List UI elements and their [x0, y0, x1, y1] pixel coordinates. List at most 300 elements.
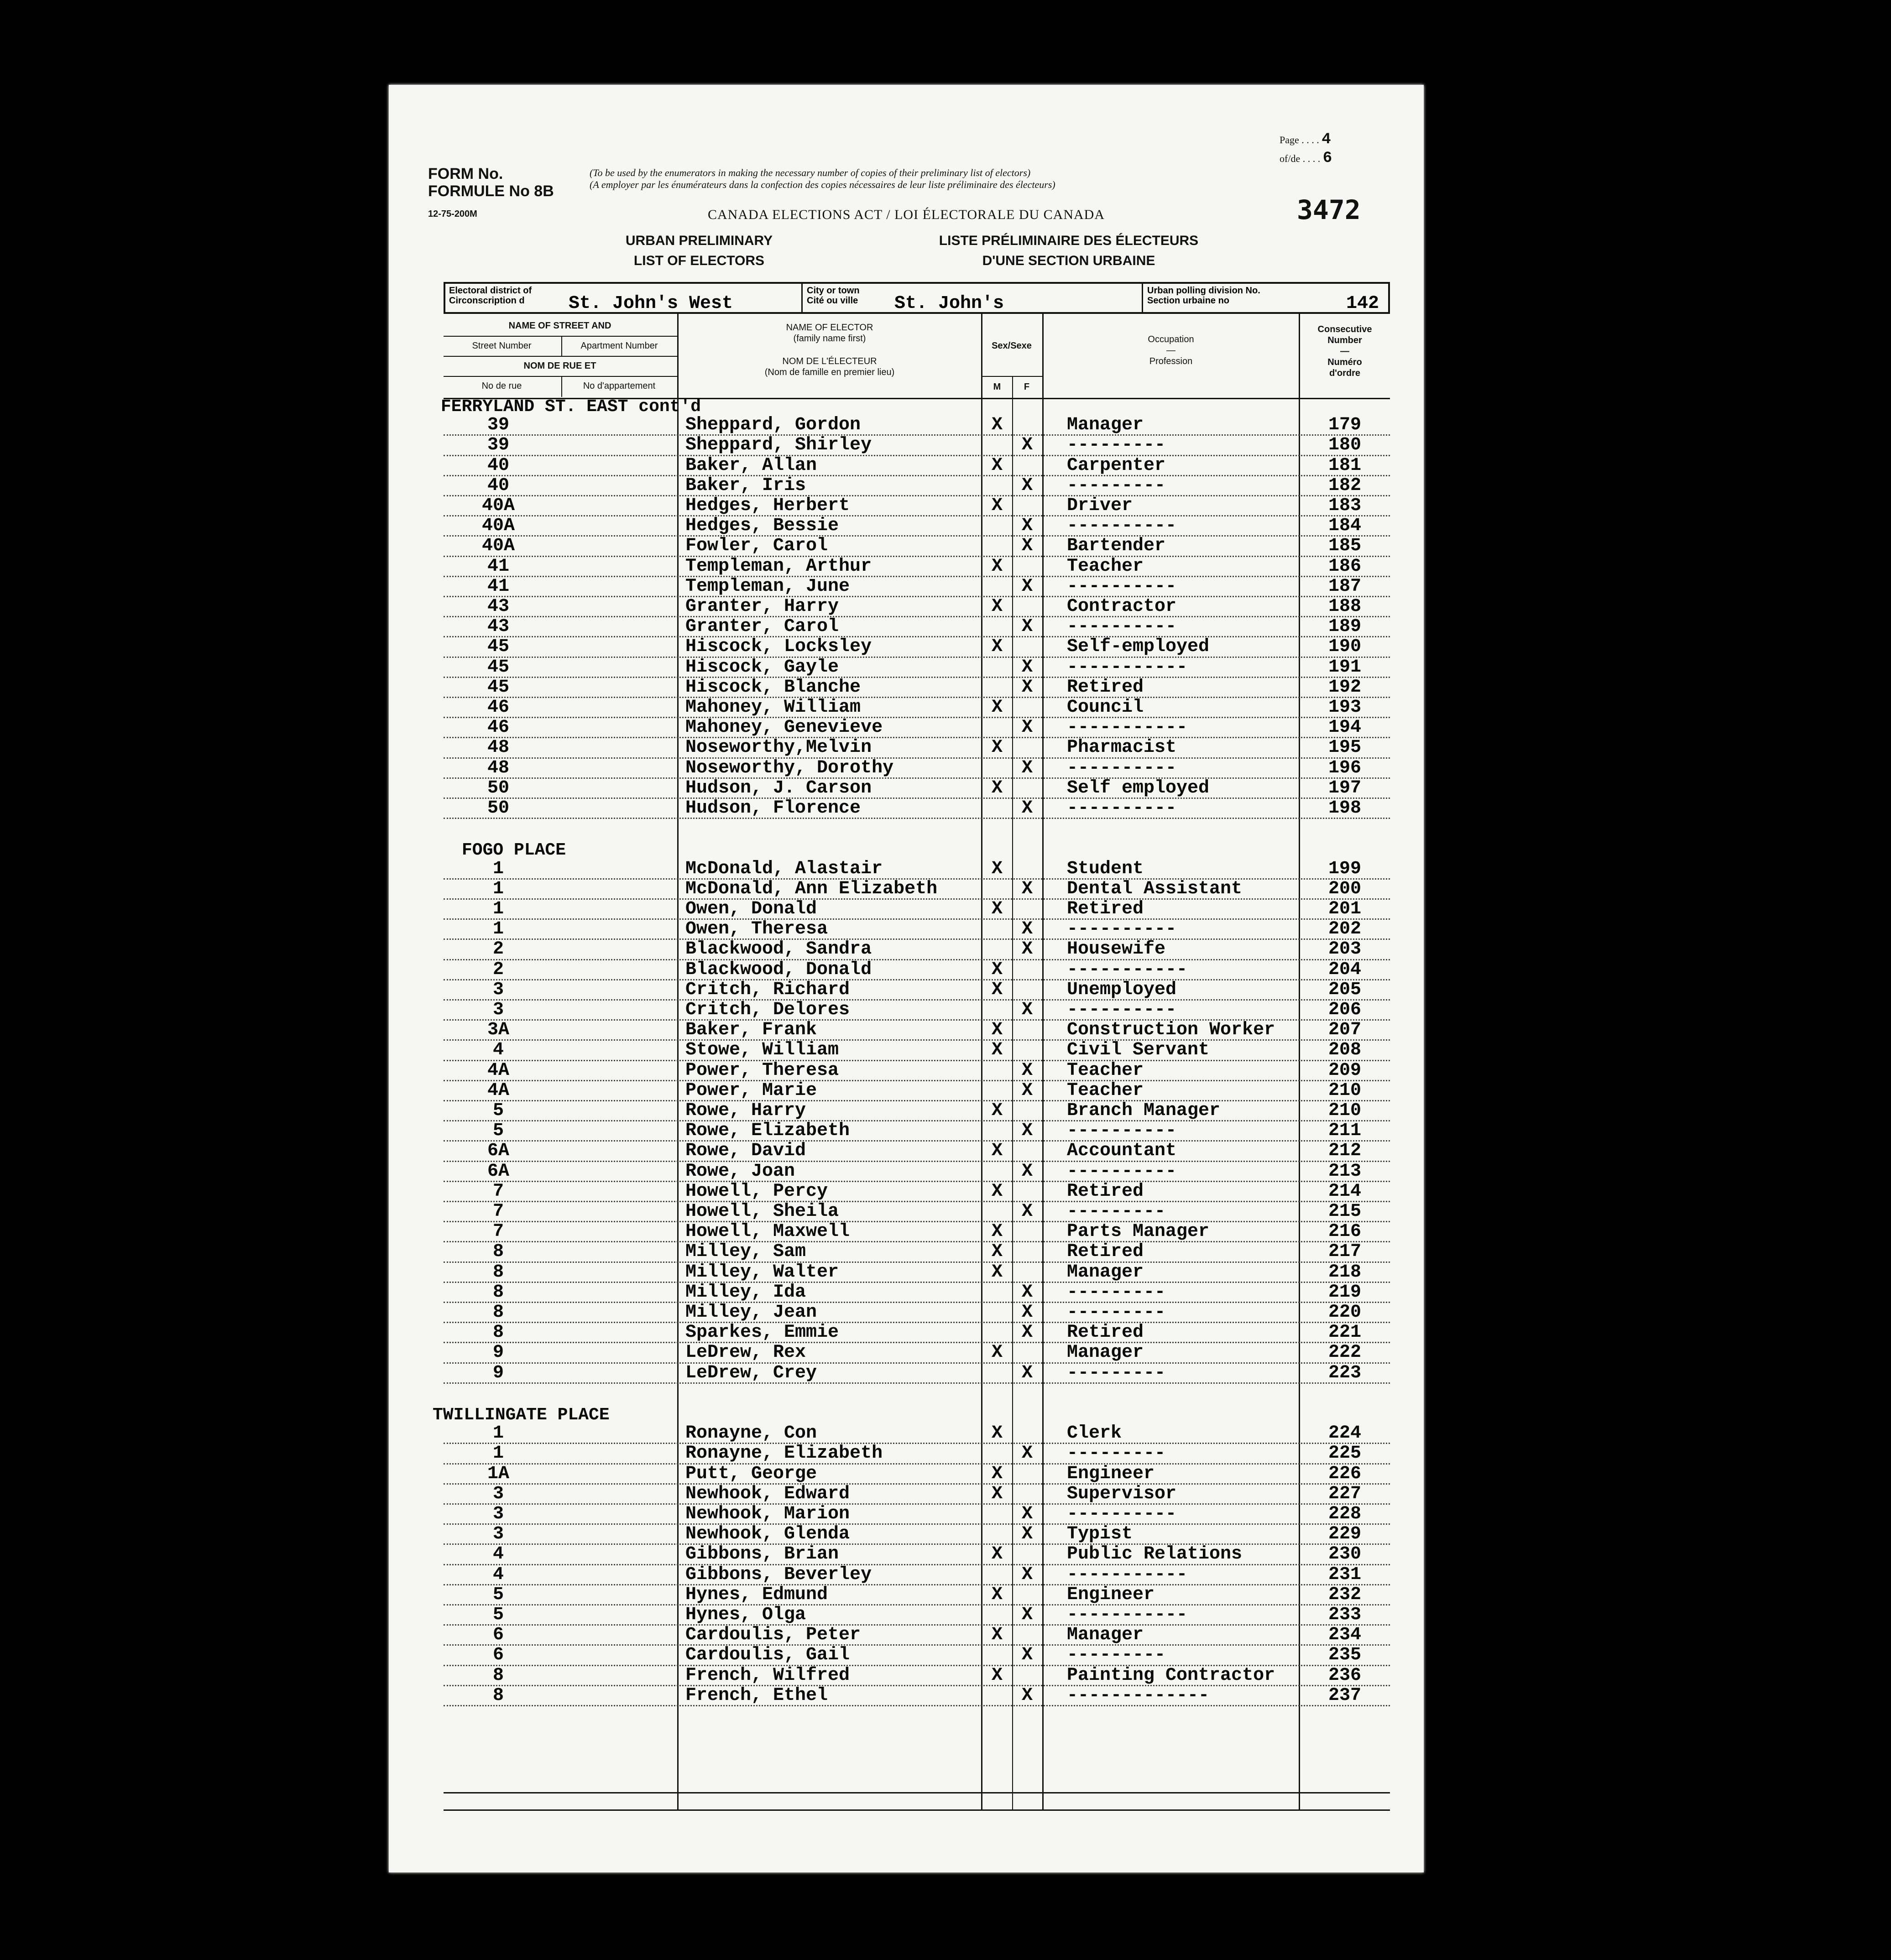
street-number-cell: 4 [492, 1564, 504, 1585]
sex-male-cell: X [991, 415, 1003, 436]
occupation-cell: Typist [1067, 1524, 1133, 1545]
street-number-cell: 7 [492, 1221, 504, 1242]
elector-name-cell: Critch, Richard [685, 979, 850, 1000]
row-divider [444, 818, 1390, 819]
elector-name-cell: Gibbons, Beverley [685, 1564, 872, 1585]
sex-female-cell: X [1021, 516, 1033, 537]
serial-number: 3472 [1297, 194, 1361, 225]
sex-male-cell: X [991, 959, 1003, 980]
street-number-cell: 1 [492, 899, 504, 919]
col-no-appartement: No d'appartement [583, 381, 656, 391]
title-fr-line2: D'UNE SECTION URBAINE [982, 253, 1155, 268]
occupation-cell: Parts Manager [1067, 1221, 1210, 1242]
col-elector [679, 322, 980, 378]
elector-name-cell: McDonald, Alastair [685, 858, 883, 879]
street-number-cell: 3A [487, 1020, 509, 1041]
elector-name-cell: Templeman, Arthur [685, 556, 872, 577]
elector-name-cell: Howell, Maxwell [685, 1221, 850, 1242]
consecutive-number-cell: 236 [1328, 1665, 1361, 1686]
sex-female-cell: X [1021, 1685, 1033, 1706]
column-divider [1299, 314, 1300, 1810]
footer-rule [444, 1792, 1390, 1793]
occupation-cell: --------- [1067, 1645, 1166, 1666]
consecutive-number-cell: 220 [1328, 1302, 1361, 1323]
col-no-de-rue: No de rue [481, 381, 522, 391]
district-label-2: Circonscription d [449, 296, 525, 306]
elector-name-cell: Newhook, Edward [685, 1483, 850, 1504]
occupation-cell: Teacher [1067, 556, 1144, 577]
title-french [914, 231, 1224, 271]
street-number-cell: 8 [492, 1685, 504, 1706]
division-cell [1144, 284, 1388, 312]
street-number-cell: 3 [492, 1483, 504, 1504]
form-number [428, 165, 554, 200]
rule [444, 336, 677, 337]
consecutive-number-cell: 193 [1328, 697, 1361, 718]
elector-name-cell: Power, Marie [685, 1080, 817, 1101]
consecutive-number-cell: 186 [1328, 556, 1361, 577]
occupation-cell: Self-employed [1067, 636, 1210, 657]
consecutive-number-cell: 187 [1328, 576, 1361, 597]
elector-name-cell: Rowe, Harry [685, 1100, 806, 1121]
consecutive-number-cell: 182 [1328, 475, 1361, 496]
street-number-cell: 8 [492, 1665, 504, 1686]
sex-male-cell: X [991, 899, 1003, 919]
street-number-cell: 50 [487, 798, 509, 818]
col-numero-2: d'ordre [1329, 368, 1361, 378]
consecutive-number-cell: 204 [1328, 959, 1361, 980]
elector-name-cell: Gibbons, Brian [685, 1544, 839, 1565]
occupation-cell: ---------- [1067, 1000, 1177, 1020]
col-elector-fr-2: (Nom de famille en premier lieu) [764, 367, 895, 377]
street-number-cell: 9 [492, 1342, 504, 1363]
elector-name-cell: Milley, Walter [685, 1261, 839, 1282]
form-sheet [389, 85, 1424, 1872]
sex-male-cell: X [991, 1241, 1003, 1262]
sex-female-cell: X [1021, 1060, 1033, 1081]
street-number-cell: 1 [492, 919, 504, 940]
street-number-cell: 8 [492, 1302, 504, 1323]
street-number-cell: 46 [487, 697, 509, 718]
sex-male-cell: X [991, 1625, 1003, 1646]
district-cell [445, 284, 801, 312]
street-number-cell: 8 [492, 1241, 504, 1262]
elector-name-cell: Stowe, William [685, 1040, 839, 1061]
occupation-cell: Retired [1067, 1322, 1144, 1343]
sex-female-cell: X [1021, 657, 1033, 678]
street-number-cell: 8 [492, 1322, 504, 1343]
consecutive-number-cell: 230 [1328, 1544, 1361, 1565]
sex-female-cell: X [1021, 1302, 1033, 1323]
occupation-cell: Engineer [1067, 1463, 1155, 1484]
street-number-cell: 7 [492, 1201, 504, 1222]
sex-male-cell: X [991, 1463, 1003, 1484]
sex-male-cell: X [991, 1040, 1003, 1061]
city-label-1: City or town [807, 286, 860, 296]
occupation-cell: Branch Manager [1067, 1100, 1221, 1121]
consecutive-number-cell: 232 [1328, 1584, 1361, 1605]
col-elector-en-2: (family name first) [793, 334, 866, 344]
street-number-cell: 5 [492, 1605, 504, 1625]
street-number-cell: 39 [487, 415, 509, 436]
sex-female-cell: X [1021, 536, 1033, 557]
sex-female-cell: X [1021, 1282, 1033, 1303]
sex-male-cell: X [991, 495, 1003, 516]
elector-name-cell: Sheppard, Gordon [685, 415, 861, 436]
sex-female-cell: X [1021, 677, 1033, 698]
occupation-cell: Retired [1067, 677, 1144, 698]
street-number-cell: 41 [487, 576, 509, 597]
occupation-cell: Manager [1067, 415, 1144, 436]
rule [561, 377, 562, 397]
sex-female-cell: X [1021, 1201, 1033, 1222]
elector-name-cell: Noseworthy,Melvin [685, 737, 872, 758]
district-label-1: Electoral district of [449, 286, 532, 296]
occupation-cell: ---------- [1067, 1504, 1177, 1524]
street-number-cell: 48 [487, 757, 509, 778]
title-en-line1: URBAN PRELIMINARY [625, 233, 773, 248]
street-number-cell: 1A [487, 1463, 509, 1484]
occupation-cell: Pharmacist [1067, 737, 1177, 758]
elector-name-cell: Noseworthy, Dorothy [685, 757, 894, 778]
sex-male-cell: X [991, 1181, 1003, 1202]
occupation-cell: Bartender [1067, 536, 1166, 557]
col-apartment-number: Apartment Number [580, 341, 658, 351]
consecutive-number-cell: 202 [1328, 919, 1361, 940]
street-number-cell: 45 [487, 657, 509, 678]
elector-name-cell: Baker, Frank [685, 1020, 817, 1041]
occupation-cell: --------- [1067, 1362, 1166, 1383]
elector-name-cell: Templeman, June [685, 576, 850, 597]
street-number-cell: 45 [487, 636, 509, 657]
occupation-cell: --------- [1067, 1201, 1166, 1222]
street-number-cell: 40 [487, 475, 509, 496]
consecutive-number-cell: 206 [1328, 1000, 1361, 1020]
consecutive-number-cell: 181 [1328, 455, 1361, 476]
instruction-en: (To be used by the enumerators in making the necessary number of copies of their preliminary list of electors) [590, 167, 1031, 178]
col-street-number: Street Number [472, 341, 532, 351]
elector-name-cell: Fowler, Carol [685, 536, 828, 557]
consecutive-number-cell: 190 [1328, 636, 1361, 657]
rule [561, 337, 562, 356]
sex-male-cell: X [991, 636, 1003, 657]
sex-female-cell: X [1021, 475, 1033, 496]
occupation-cell: --------- [1067, 1282, 1166, 1303]
occupation-cell: Carpenter [1067, 455, 1166, 476]
page-counter: Page . . . . 4 of/de . . . . 6 [1280, 131, 1332, 167]
consecutive-number-cell: 229 [1328, 1524, 1361, 1545]
consecutive-number-cell: 215 [1328, 1201, 1361, 1222]
street-number-cell: 4A [487, 1080, 509, 1101]
street-number-cell: 2 [492, 939, 504, 960]
elector-name-cell: Hedges, Herbert [685, 495, 850, 516]
act-title: CANADA ELECTIONS ACT / LOI ÉLECTORALE DU CANADA [707, 207, 1105, 222]
consecutive-number-cell: 189 [1328, 616, 1361, 637]
occupation-cell: Retired [1067, 899, 1144, 919]
instruction-fr: (A employer par les énumérateurs dans la confection des copies nécessaires de leur liste préliminaire des électeurs) [590, 179, 1055, 190]
occupation-cell: Council [1067, 697, 1144, 718]
consecutive-number-cell: 234 [1328, 1625, 1361, 1646]
col-elector-en-1: NAME OF ELECTOR [786, 323, 873, 333]
occupation-cell: Housewife [1067, 939, 1166, 960]
consecutive-number-cell: 216 [1328, 1221, 1361, 1242]
street-number-cell: 2 [492, 959, 504, 980]
sex-female-cell: X [1021, 1121, 1033, 1142]
street-number-cell: 5 [492, 1100, 504, 1121]
consecutive-number-cell: 191 [1328, 657, 1361, 678]
elector-name-cell: Granter, Harry [685, 596, 839, 617]
col-female: F [1024, 382, 1030, 392]
street-number-cell: 6A [487, 1141, 509, 1162]
occupation-cell: Construction Worker [1067, 1020, 1275, 1041]
occupation-cell: ----------- [1067, 1564, 1188, 1585]
occupation-cell: ----------- [1067, 959, 1188, 980]
occupation-cell: ---------- [1067, 516, 1177, 537]
elector-name-cell: Hudson, Florence [685, 798, 861, 818]
occupation-cell: Student [1067, 858, 1144, 879]
street-number-cell: 9 [492, 1362, 504, 1383]
col-sex: Sex/Sexe [992, 341, 1032, 351]
elector-name-cell: Howell, Sheila [685, 1201, 839, 1222]
street-number-cell: 45 [487, 677, 509, 698]
sex-female-cell: X [1021, 1504, 1033, 1524]
street-number-cell: 3 [492, 1504, 504, 1524]
elector-name-cell: Milley, Sam [685, 1241, 806, 1262]
occupation-cell: Painting Contractor [1067, 1665, 1275, 1686]
consecutive-number-cell: 212 [1328, 1141, 1361, 1162]
form-code: 12-75-200M [428, 209, 477, 219]
elector-name-cell: Baker, Allan [685, 455, 817, 476]
occupation-cell: --------- [1067, 1443, 1166, 1464]
elector-name-cell: Hynes, Olga [685, 1605, 806, 1625]
consecutive-number-cell: 199 [1328, 858, 1361, 879]
sex-female-cell: X [1021, 919, 1033, 940]
street-number-cell: 4 [492, 1544, 504, 1565]
consecutive-number-cell: 228 [1328, 1504, 1361, 1524]
col-street-en: NAME OF STREET AND [508, 321, 611, 331]
street-number-cell: 3 [492, 1000, 504, 1020]
consecutive-number-cell: 223 [1328, 1362, 1361, 1383]
occupation-cell: ----------- [1067, 1605, 1188, 1625]
col-elector-fr-1: NOM DE L'ÉLECTEUR [782, 356, 877, 366]
page-label: Page [1280, 134, 1299, 146]
street-number-cell: 6 [492, 1625, 504, 1646]
elector-name-cell: Cardoulis, Peter [685, 1625, 861, 1646]
sex-male-cell: X [991, 1261, 1003, 1282]
consecutive-number-cell: 196 [1328, 757, 1361, 778]
sex-female-cell: X [1021, 939, 1033, 960]
occupation-cell: Retired [1067, 1241, 1144, 1262]
consecutive-number-cell: 198 [1328, 798, 1361, 818]
occupation-cell: Supervisor [1067, 1483, 1177, 1504]
consecutive-number-cell: 183 [1328, 495, 1361, 516]
sex-female-cell: X [1021, 1322, 1033, 1343]
street-number-cell: 43 [487, 596, 509, 617]
elector-name-cell: French, Wilfred [685, 1665, 850, 1686]
consecutive-number-cell: 235 [1328, 1645, 1361, 1666]
elector-name-cell: Cardoulis, Gail [685, 1645, 850, 1666]
consecutive-number-cell: 213 [1328, 1161, 1361, 1182]
elector-name-cell: LeDrew, Rex [685, 1342, 806, 1363]
sex-female-cell: X [1021, 435, 1033, 456]
elector-name-cell: McDonald, Ann Elizabeth [685, 878, 938, 899]
street-number-cell: 50 [487, 777, 509, 798]
street-number-cell: 3 [492, 979, 504, 1000]
street-number-cell: 48 [487, 737, 509, 758]
consecutive-number-cell: 233 [1328, 1605, 1361, 1625]
consecutive-number-cell: 192 [1328, 677, 1361, 698]
elector-name-cell: Hedges, Bessie [685, 516, 839, 537]
elector-name-cell: Rowe, Elizabeth [685, 1121, 850, 1142]
sex-male-cell: X [991, 1423, 1003, 1444]
sex-female-cell: X [1021, 1564, 1033, 1585]
sex-male-cell: X [991, 979, 1003, 1000]
street-number-cell: 43 [487, 616, 509, 637]
street-number-cell: 7 [492, 1181, 504, 1202]
title-english [585, 231, 813, 271]
sex-male-cell: X [991, 1483, 1003, 1504]
consecutive-number-cell: 237 [1328, 1685, 1361, 1706]
sex-female-cell: X [1021, 1524, 1033, 1545]
elector-name-cell: Baker, Iris [685, 475, 806, 496]
consecutive-number-cell: 217 [1328, 1241, 1361, 1262]
street-section-title: FERRYLAND ST. EAST cont'd [441, 397, 701, 417]
occupation-cell: Driver [1067, 495, 1133, 516]
street-section-title: FOGO PLACE [462, 840, 566, 860]
consecutive-number-cell: 221 [1328, 1322, 1361, 1343]
consecutive-number-cell: 200 [1328, 878, 1361, 899]
elector-name-cell: Ronayne, Con [685, 1423, 817, 1444]
elector-name-cell: Hynes, Edmund [685, 1584, 828, 1605]
elector-name-cell: Milley, Jean [685, 1302, 817, 1323]
street-number-cell: 4 [492, 1040, 504, 1061]
occupation-cell: ---------- [1067, 1121, 1177, 1142]
occupation-cell: ----------- [1067, 657, 1188, 678]
sex-male-cell: X [991, 1544, 1003, 1565]
col-profession-fr: Profession [1149, 356, 1193, 366]
col-consec-1: Consecutive [1317, 324, 1372, 334]
district-info-box [444, 282, 1390, 314]
street-number-cell: 41 [487, 556, 509, 577]
column-divider [1042, 314, 1044, 1810]
consecutive-number-cell: 184 [1328, 516, 1361, 537]
consecutive-number-cell: 226 [1328, 1463, 1361, 1484]
sex-female-cell: X [1021, 616, 1033, 637]
street-number-cell: 3 [492, 1524, 504, 1545]
elector-name-cell: French, Ethel [685, 1685, 828, 1706]
elector-name-cell: Granter, Carol [685, 616, 839, 637]
occupation-cell: Manager [1067, 1342, 1144, 1363]
sex-female-cell: X [1021, 1161, 1033, 1182]
info-divider-2 [1142, 284, 1143, 312]
elector-name-cell: Blackwood, Donald [685, 959, 872, 980]
city-label-2: Cité ou ville [807, 296, 858, 306]
consecutive-number-cell: 194 [1328, 717, 1361, 738]
consecutive-number-cell: 231 [1328, 1564, 1361, 1585]
elector-name-cell: Hiscock, Blanche [685, 677, 861, 698]
sex-female-cell: X [1021, 1080, 1033, 1101]
occupation-cell: Manager [1067, 1261, 1144, 1282]
consecutive-number-cell: 203 [1328, 939, 1361, 960]
elector-name-cell: Newhook, Marion [685, 1504, 850, 1524]
col-occupation-en: Occupation [1148, 334, 1194, 344]
sex-female-cell: X [1021, 1443, 1033, 1464]
consecutive-number-cell: 179 [1328, 415, 1361, 436]
elector-name-cell: Critch, Delores [685, 1000, 850, 1020]
consecutive-number-cell: 224 [1328, 1423, 1361, 1444]
sex-male-cell: X [991, 596, 1003, 617]
occupation-cell: ---------- [1067, 1161, 1177, 1182]
elector-name-cell: Hiscock, Locksley [685, 636, 872, 657]
col-occupation: Occupation — Profession [1043, 334, 1299, 367]
sex-female-cell: X [1021, 1645, 1033, 1666]
elector-name-cell: Sparkes, Emmie [685, 1322, 839, 1343]
consecutive-number-cell: 180 [1328, 435, 1361, 456]
form-number-fr: FORMULE No 8B [428, 182, 554, 200]
consecutive-number-cell: 218 [1328, 1261, 1361, 1282]
sex-female-cell: X [1021, 717, 1033, 738]
street-number-cell: 1 [492, 1443, 504, 1464]
city-cell [803, 284, 1141, 312]
occupation-cell: Dental Assistant [1067, 878, 1243, 899]
street-number-cell: 1 [492, 878, 504, 899]
elector-name-cell: Sheppard, Shirley [685, 435, 872, 456]
col-male: M [993, 382, 1001, 392]
col-street-fr: NOM DE RUE ET [523, 361, 596, 371]
consecutive-number-cell: 207 [1328, 1020, 1361, 1041]
occupation-cell: ---------- [1067, 798, 1177, 818]
consecutive-number-cell: 225 [1328, 1443, 1361, 1464]
consecutive-number-cell: 210 [1328, 1080, 1361, 1101]
street-number-cell: 46 [487, 717, 509, 738]
consecutive-number-cell: 211 [1328, 1121, 1361, 1142]
col-consecutive: Consecutive Number — Numéro d'ordre [1300, 324, 1390, 379]
street-number-cell: 1 [492, 858, 504, 879]
sex-male-cell: X [991, 737, 1003, 758]
elector-name-cell: LeDrew, Crey [685, 1362, 817, 1383]
title-fr-line1: LISTE PRÉLIMINAIRE DES ÉLECTEURS [939, 233, 1199, 248]
of-value: 6 [1322, 150, 1332, 167]
street-number-cell: 8 [492, 1261, 504, 1282]
city-value: St. John's [894, 293, 1004, 314]
consecutive-number-cell: 188 [1328, 596, 1361, 617]
occupation-cell: ------------- [1067, 1685, 1210, 1706]
sex-male-cell: X [991, 858, 1003, 879]
elector-name-cell: Rowe, Joan [685, 1161, 795, 1182]
occupation-cell: --------- [1067, 475, 1166, 496]
instructions [590, 167, 1055, 191]
division-label-2: Section urbaine no [1147, 296, 1230, 306]
division-value: 142 [1346, 293, 1379, 314]
elector-name-cell: Power, Theresa [685, 1060, 839, 1081]
sex-male-cell: X [991, 556, 1003, 577]
consecutive-number-cell: 219 [1328, 1282, 1361, 1303]
title-en-line2: LIST OF ELECTORS [633, 253, 765, 268]
row-divider [444, 1705, 1390, 1706]
sex-male-cell: X [991, 697, 1003, 718]
consecutive-number-cell: 210 [1328, 1100, 1361, 1121]
street-number-cell: 5 [492, 1584, 504, 1605]
consecutive-number-cell: 195 [1328, 737, 1361, 758]
occupation-cell: Clerk [1067, 1423, 1122, 1444]
street-number-cell: 1 [492, 1423, 504, 1444]
consecutive-number-cell: 227 [1328, 1483, 1361, 1504]
sex-female-cell: X [1021, 878, 1033, 899]
consecutive-number-cell: 197 [1328, 777, 1361, 798]
street-number-cell: 40A [481, 495, 515, 516]
rule [444, 376, 677, 377]
sex-male-cell: X [991, 777, 1003, 798]
